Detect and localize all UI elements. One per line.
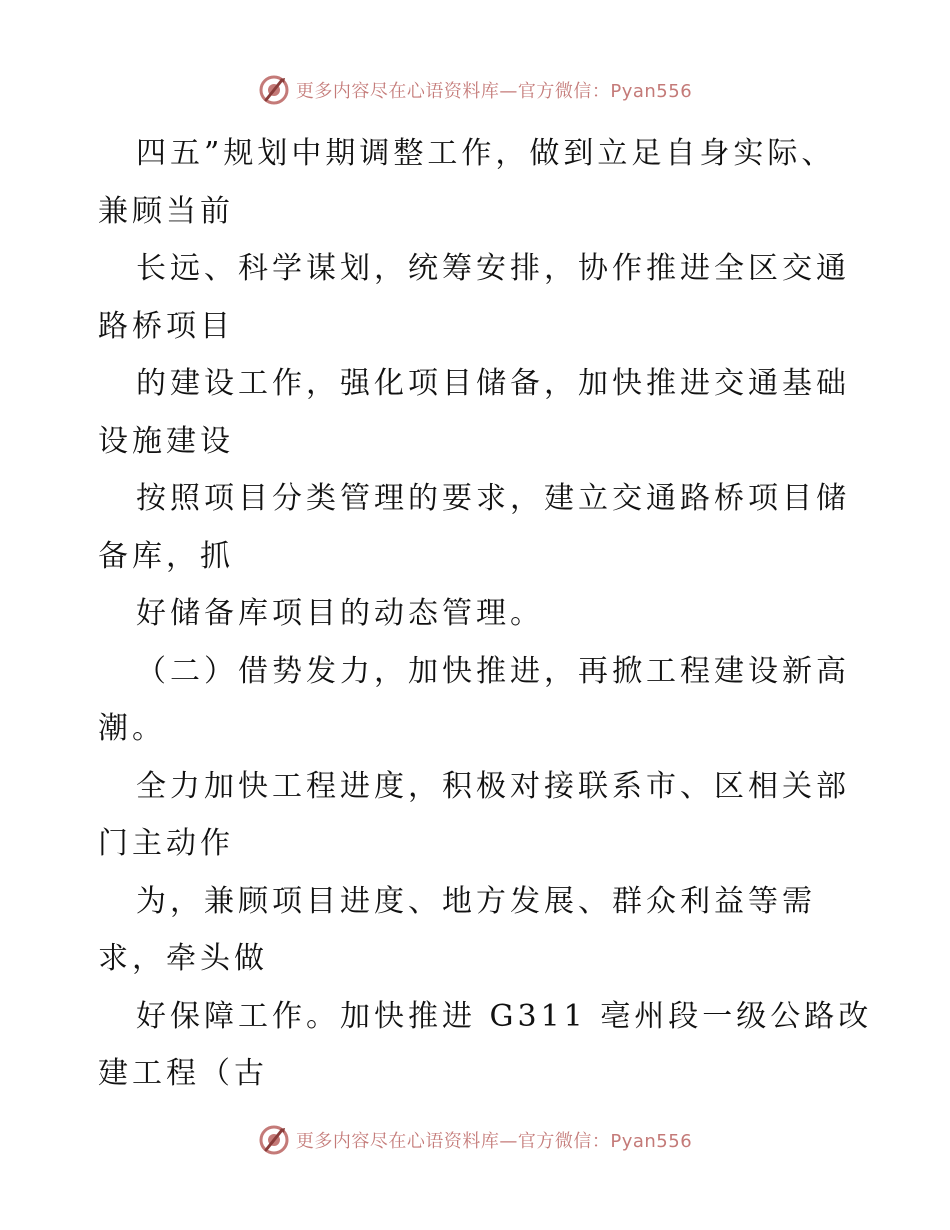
document-body	[98, 125, 873, 1103]
text-line: 设施建设	[98, 423, 234, 459]
logo-icon	[258, 74, 290, 106]
text-line: 求，牵头做	[98, 941, 268, 976]
text-line: 备库，抓	[98, 538, 234, 574]
text-line: 潮。	[98, 711, 166, 746]
watermark-text: 更多内容尽在心语资料库—官方微信：Pyan556	[295, 81, 693, 102]
text-line: 全力加快工程进度，积极对接联系市、区相关部	[136, 768, 850, 804]
section-heading: （二）借势发力，加快推进，再掀工程建设新高	[136, 653, 850, 689]
text-line: 四五”规划中期调整工作，做到立足自身实际、	[136, 136, 836, 171]
header-watermark	[0, 70, 950, 110]
text-line: 路桥项目	[98, 308, 234, 344]
text-line: 兼顾当前	[98, 193, 234, 229]
text-line: 按照项目分类管理的要求，建立交通路桥项目储	[136, 481, 850, 516]
text-line: 为，兼顾项目进度、地方发展、群众利益等需	[136, 883, 816, 919]
text-line: 的建设工作，强化项目储备，加快推进交通基础	[136, 366, 850, 401]
watermark-text: 更多内容尽在心语资料库—官方微信：Pyan556	[295, 1131, 693, 1152]
text-line: 好保障工作。加快推进 G311 亳州段一级公路改	[136, 998, 873, 1034]
logo-icon	[258, 1124, 290, 1156]
text-line: 门主动作	[98, 826, 234, 861]
text-line: 长远、科学谋划，统筹安排，协作推进全区交通	[136, 251, 850, 286]
text-line: 建工程（古	[98, 1056, 268, 1091]
footer-watermark	[0, 1120, 950, 1160]
text-line: 好储备库项目的动态管理。	[136, 596, 544, 631]
